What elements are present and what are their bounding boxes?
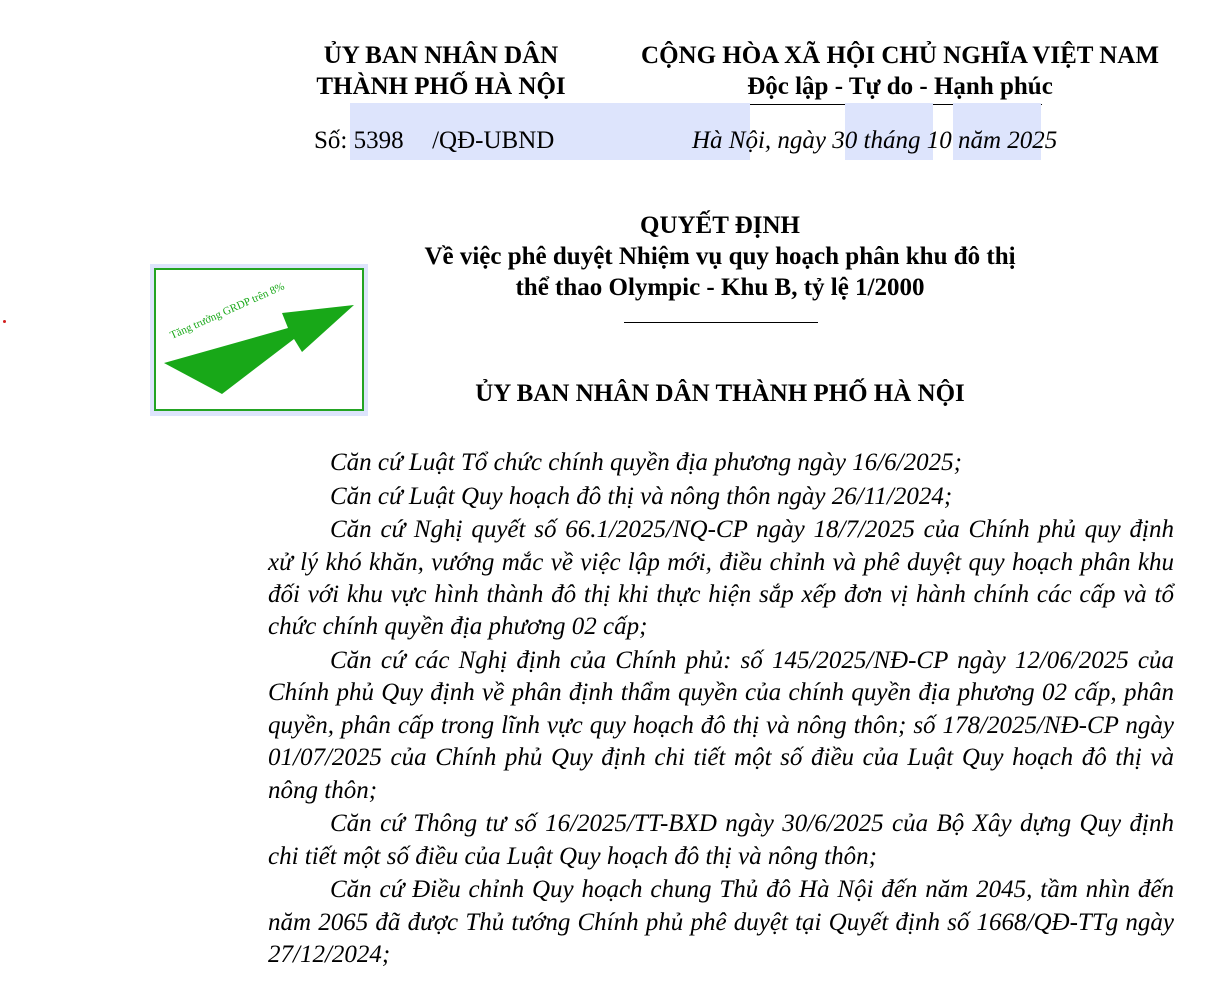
legal-basis (268, 447, 1174, 973)
issuer-line-1: ỦY BAN NHÂN DÂN (323, 42, 559, 69)
date-month-word: tháng (863, 127, 921, 154)
nation-motto: Độc lập - Tự do - Hạnh phúc (747, 73, 1053, 100)
nation-name: CỘNG HÒA XÃ HỘI CHỦ NGHĨA VIỆT NAM (641, 42, 1159, 69)
margin-mark (3, 320, 6, 323)
number-value[interactable]: 5398 (353, 127, 404, 154)
number-suffix: /QĐ-UBND (432, 127, 555, 154)
date-month[interactable]: 10 (926, 127, 952, 154)
date-day[interactable]: 30 (832, 127, 858, 154)
national-header (620, 40, 1180, 102)
issuing-body (296, 40, 586, 102)
basis-paragraph: Căn cứ Thông tư số 16/2025/TT-BXD ngày 30/6/2025 của Bộ Xây dựng Quy định chi tiết một số điều của Luật Quy hoạch đô thị và nông thôn; (268, 810, 1174, 870)
date-year-word: năm (957, 127, 1002, 154)
date-year: 2025 (1007, 127, 1058, 154)
stamp-text: Tăng trưởng GRDP trên 8% (168, 280, 287, 342)
document-number (314, 124, 554, 157)
number-prefix: Số: (314, 127, 348, 154)
decision-title (260, 210, 1180, 303)
basis-paragraph: Căn cứ Nghị quyết số 66.1/2025/NQ-CP ngày 18/7/2025 của Chính phủ quy định xử lý khó khăn, vướng mắc về việc lập mới, điều chỉnh và phê duyệt quy hoạch phân khu đối với khu vực hình thành đô thị khi thực hiện sắp xếp đơn vị hành chính các cấp và tổ chức chính quyền địa phương 02 cấp; (268, 516, 1174, 641)
basis-paragraph: Căn cứ các Nghị định của Chính phủ: số 145/2025/NĐ-CP ngày 12/06/2025 của Chính phủ Quy định về phân định thẩm quyền của chính quyền địa phương 02 cấp, phân quyền, phân cấp trong lĩnh vực quy hoạch đô thị và nông thôn; số 178/2025/NĐ-CP ngày 01/07/2025 của Chính phủ Quy định chi tiết một số điều của Luật Quy hoạch đô thị và nông thôn; (268, 647, 1174, 804)
committee-name: ỦY BAN NHÂN DÂN THÀNH PHỐ HÀ NỘI (475, 380, 965, 407)
date-place: Hà Nội, ngày (692, 127, 827, 154)
decision-subject-line-1: Về việc phê duyệt Nhiệm vụ quy hoạch phân khu đô thị (424, 243, 1016, 270)
title-underline (624, 322, 818, 323)
basis-paragraph: Căn cứ Điều chỉnh Quy hoạch chung Thủ đô Hà Nội đến năm 2045, tầm nhìn đến năm 2065 đã được Thủ tướng Chính phủ phê duyệt tại Quyết định số 1668/QĐ-TTg ngày 27/12/2024; (268, 876, 1174, 969)
basis-paragraph: Căn cứ Luật Quy hoạch đô thị và nông thôn ngày 26/11/2024; (330, 482, 953, 510)
decision-heading: QUYẾT ĐỊNH (640, 212, 800, 239)
basis-paragraph: Căn cứ Luật Tổ chức chính quyền địa phương ngày 16/6/2025; (330, 449, 962, 476)
decision-subject-line-2: thể thao Olympic - Khu B, tỷ lệ 1/2000 (515, 274, 925, 301)
document-date (692, 124, 1057, 157)
issuer-line-2: THÀNH PHỐ HÀ NỘI (316, 73, 566, 100)
